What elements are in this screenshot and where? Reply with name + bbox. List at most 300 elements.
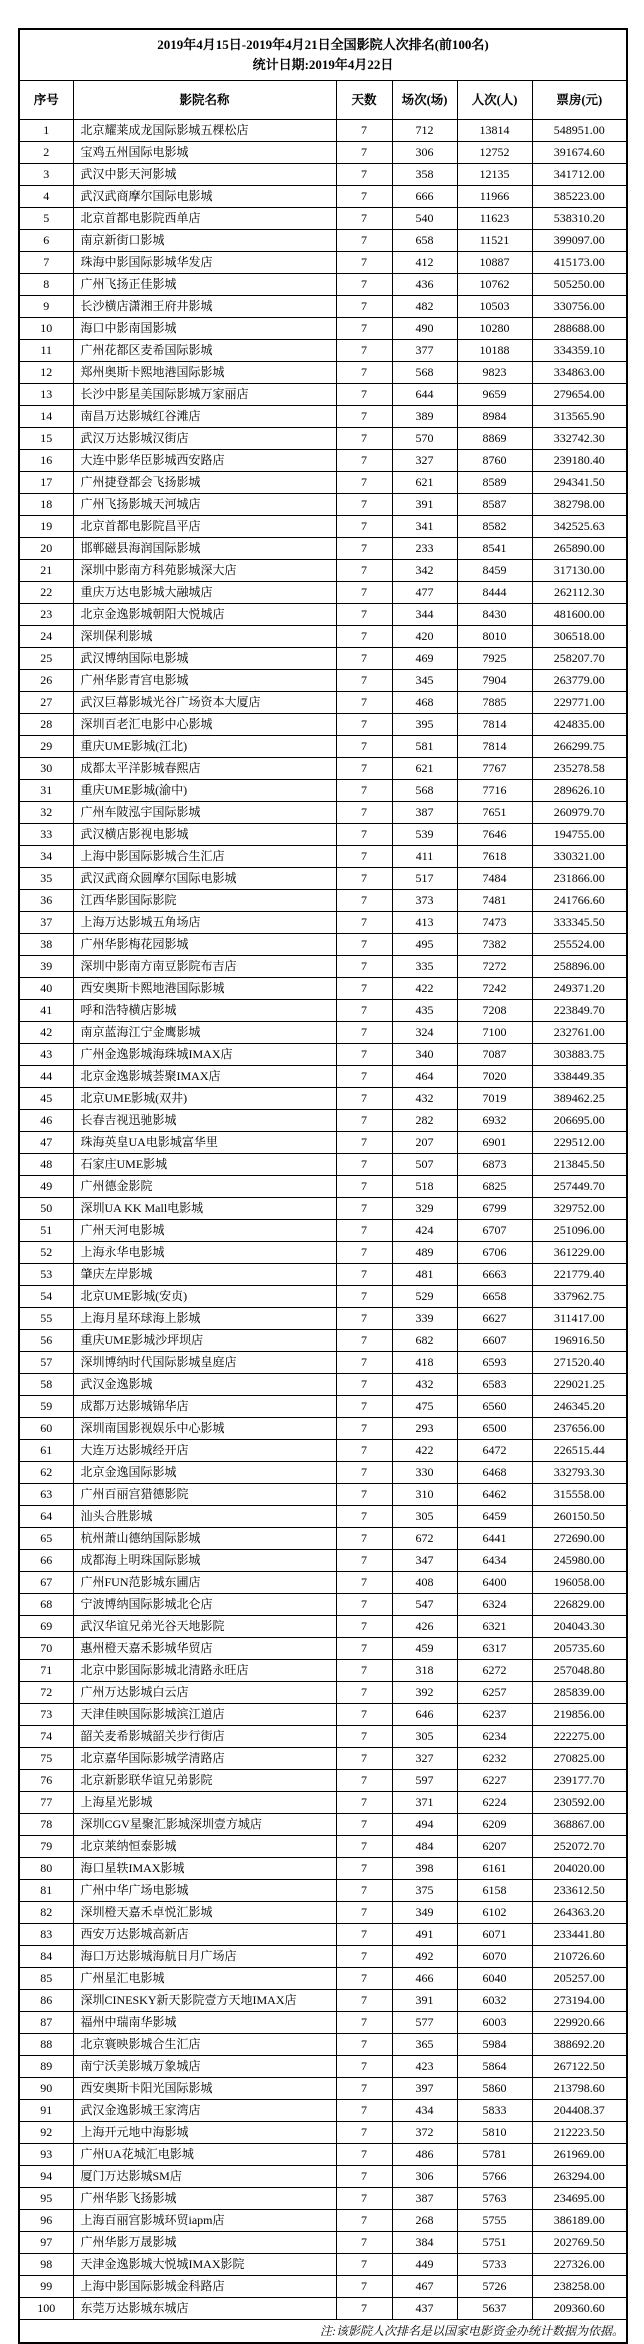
screenings-cell: 305 [392,1506,457,1528]
title-line-2: 统计日期:2019年4月22日 [252,57,394,72]
screenings-cell: 644 [392,384,457,406]
screenings-cell: 467 [392,2276,457,2298]
table-row [19,516,627,538]
days-cell: 7 [336,626,392,648]
table-row [19,890,627,912]
rank-cell: 4 [19,186,73,208]
table-row [19,1616,627,1638]
boxoffice-cell: 222275.00 [532,1726,627,1748]
rank-cell: 57 [19,1352,73,1374]
rank-cell: 68 [19,1594,73,1616]
admissions-cell: 8430 [457,604,532,626]
cinema-name-cell: 武汉华谊兄弟光谷天地影院 [73,1616,336,1638]
boxoffice-cell: 210726.60 [532,1946,627,1968]
admissions-cell: 11521 [457,230,532,252]
title-line-1: 2019年4月15日-2019年4月21日全国影院人次排名(前100名) [157,36,489,52]
days-cell: 7 [336,2012,392,2034]
admissions-cell: 6707 [457,1220,532,1242]
admissions-cell: 8760 [457,450,532,472]
screenings-cell: 495 [392,934,457,956]
screenings-cell: 529 [392,1286,457,1308]
rank-cell: 23 [19,604,73,626]
rank-cell: 28 [19,714,73,736]
days-cell: 7 [336,802,392,824]
cinema-name-cell: 武汉金逸影城 [73,1374,336,1396]
admissions-cell: 10503 [457,296,532,318]
days-cell: 7 [336,1308,392,1330]
boxoffice-cell: 263294.00 [532,2166,627,2188]
table-title [19,29,627,81]
screenings-cell: 418 [392,1352,457,1374]
table-row [19,1044,627,1066]
admissions-cell: 6102 [457,1902,532,1924]
table-row [19,1352,627,1374]
rank-cell: 42 [19,1022,73,1044]
rank-cell: 43 [19,1044,73,1066]
admissions-cell: 7484 [457,868,532,890]
rank-cell: 64 [19,1506,73,1528]
cinema-name-cell: 武汉武商摩尔国际电影城 [73,186,336,208]
boxoffice-cell: 267122.50 [532,2056,627,2078]
cinema-name-cell: 武汉巨幕影城光谷广场资本大厦店 [73,692,336,714]
rank-cell: 30 [19,758,73,780]
rank-cell: 47 [19,1132,73,1154]
boxoffice-cell: 229771.00 [532,692,627,714]
days-cell: 7 [336,516,392,538]
table-row [19,362,627,384]
days-cell: 7 [336,2232,392,2254]
days-cell: 7 [336,472,392,494]
table-row [19,1814,627,1836]
table-row [19,758,627,780]
days-cell: 7 [336,1374,392,1396]
screenings-cell: 345 [392,670,457,692]
rank-cell: 78 [19,1814,73,1836]
admissions-cell: 8587 [457,494,532,516]
cinema-name-cell: 汕头合胜影城 [73,1506,336,1528]
table-row [19,538,627,560]
cinema-name-cell: 韶关麦希影城韶关步行街店 [73,1726,336,1748]
rank-cell: 44 [19,1066,73,1088]
days-cell: 7 [336,494,392,516]
cinema-name-cell: 北京耀莱成龙国际影城五棵松店 [73,120,336,142]
table-row [19,406,627,428]
rank-cell: 90 [19,2078,73,2100]
admissions-cell: 7885 [457,692,532,714]
boxoffice-cell: 315558.00 [532,1484,627,1506]
rank-cell: 5 [19,208,73,230]
screenings-cell: 540 [392,208,457,230]
days-cell: 7 [336,1616,392,1638]
boxoffice-cell: 288688.00 [532,318,627,340]
table-row [19,1792,627,1814]
cinema-name-cell: 广州UA花城汇电影城 [73,2144,336,2166]
table-row [19,1572,627,1594]
admissions-cell: 5864 [457,2056,532,2078]
admissions-cell: 5726 [457,2276,532,2298]
cinema-name-cell: 上海月星环球海上影城 [73,1308,336,1330]
days-cell: 7 [336,1792,392,1814]
screenings-cell: 389 [392,406,457,428]
rank-cell: 58 [19,1374,73,1396]
rank-cell: 19 [19,516,73,538]
table-row [19,1198,627,1220]
boxoffice-cell: 245980.00 [532,1550,627,1572]
boxoffice-cell: 205257.00 [532,1968,627,1990]
admissions-cell: 6232 [457,1748,532,1770]
boxoffice-cell: 338449.35 [532,1066,627,1088]
admissions-cell: 6207 [457,1836,532,1858]
admissions-cell: 6234 [457,1726,532,1748]
table-row [19,384,627,406]
cinema-name-cell: 大连万达影城经开店 [73,1440,336,1462]
admissions-cell: 6799 [457,1198,532,1220]
table-row [19,1330,627,1352]
table-row [19,2276,627,2298]
cinema-name-cell: 邯郸磁县海润国际影城 [73,538,336,560]
boxoffice-cell: 194755.00 [532,824,627,846]
table-row [19,450,627,472]
rank-cell: 67 [19,1572,73,1594]
admissions-cell: 5763 [457,2188,532,2210]
cinema-name-cell: 武汉博纳国际电影城 [73,648,336,670]
admissions-cell: 5751 [457,2232,532,2254]
table-row [19,142,627,164]
table-row [19,582,627,604]
rank-cell: 63 [19,1484,73,1506]
boxoffice-cell: 237656.00 [532,1418,627,1440]
screenings-cell: 306 [392,142,457,164]
cinema-name-cell: 广州万达影城白云店 [73,1682,336,1704]
cinema-name-cell: 深圳百老汇电影中心影城 [73,714,336,736]
screenings-cell: 413 [392,912,457,934]
table-row [19,846,627,868]
rank-cell: 39 [19,956,73,978]
cinema-name-cell: 上海开元地中海影城 [73,2122,336,2144]
days-cell: 7 [336,670,392,692]
days-cell: 7 [336,362,392,384]
boxoffice-cell: 548951.00 [532,120,627,142]
rank-cell: 56 [19,1330,73,1352]
cinema-name-cell: 宁波博纳国际影城北仑店 [73,1594,336,1616]
boxoffice-cell: 265890.00 [532,538,627,560]
table-row [19,1902,627,1924]
admissions-cell: 8541 [457,538,532,560]
screenings-cell: 408 [392,1572,457,1594]
boxoffice-cell: 196916.50 [532,1330,627,1352]
screenings-cell: 339 [392,1308,457,1330]
table-row [19,1682,627,1704]
screenings-cell: 397 [392,2078,457,2100]
rank-cell: 35 [19,868,73,890]
screenings-cell: 335 [392,956,457,978]
boxoffice-cell: 205735.60 [532,1638,627,1660]
admissions-cell: 6658 [457,1286,532,1308]
admissions-cell: 6324 [457,1594,532,1616]
boxoffice-cell: 204408.37 [532,2100,627,2122]
rank-cell: 95 [19,2188,73,2210]
rank-cell: 80 [19,1858,73,1880]
rank-cell: 72 [19,1682,73,1704]
table-row [19,692,627,714]
column-header-screenings: 场次(场) [392,81,457,120]
rank-cell: 50 [19,1198,73,1220]
screenings-cell: 391 [392,494,457,516]
screenings-cell: 682 [392,1330,457,1352]
rank-cell: 77 [19,1792,73,1814]
screenings-cell: 318 [392,1660,457,1682]
days-cell: 7 [336,692,392,714]
days-cell: 7 [336,1594,392,1616]
rank-cell: 91 [19,2100,73,2122]
boxoffice-cell: 368867.00 [532,1814,627,1836]
cinema-name-cell: 深圳中影南方南豆影院布吉店 [73,956,336,978]
cinema-name-cell: 广州星汇电影城 [73,1968,336,1990]
table-row [19,824,627,846]
screenings-cell: 375 [392,1880,457,1902]
cinema-name-cell: 北京新影联华谊兄弟影院 [73,1770,336,1792]
rank-cell: 15 [19,428,73,450]
screenings-cell: 306 [392,2166,457,2188]
screenings-cell: 547 [392,1594,457,1616]
rank-cell: 86 [19,1990,73,2012]
table-row [19,1154,627,1176]
rank-cell: 45 [19,1088,73,1110]
screenings-cell: 358 [392,164,457,186]
table-row [19,978,627,1000]
cinema-name-cell: 重庆UME影城(渝中) [73,780,336,802]
boxoffice-cell: 332742.30 [532,428,627,450]
table-row [19,428,627,450]
cinema-name-cell: 南京蓝海江宁金鹰影城 [73,1022,336,1044]
admissions-cell: 8582 [457,516,532,538]
days-cell: 7 [336,318,392,340]
boxoffice-cell: 202769.50 [532,2232,627,2254]
screenings-cell: 305 [392,1726,457,1748]
days-cell: 7 [336,1836,392,1858]
screenings-cell: 672 [392,1528,457,1550]
days-cell: 7 [336,956,392,978]
days-cell: 7 [336,582,392,604]
screenings-cell: 434 [392,2100,457,2122]
admissions-cell: 13814 [457,120,532,142]
days-cell: 7 [336,142,392,164]
boxoffice-cell: 415173.00 [532,252,627,274]
admissions-cell: 6227 [457,1770,532,1792]
cinema-name-cell: 上海永华电影城 [73,1242,336,1264]
days-cell: 7 [336,1110,392,1132]
boxoffice-cell: 219856.00 [532,1704,627,1726]
table-row [19,1264,627,1286]
cinema-name-cell: 肇庆左岸影城 [73,1264,336,1286]
days-cell: 7 [336,2210,392,2232]
admissions-cell: 7814 [457,714,532,736]
days-cell: 7 [336,2034,392,2056]
rank-cell: 84 [19,1946,73,1968]
cinema-name-cell: 北京首都电影院昌平店 [73,516,336,538]
days-cell: 7 [336,978,392,1000]
days-cell: 7 [336,1550,392,1572]
rank-cell: 51 [19,1220,73,1242]
days-cell: 7 [336,2100,392,2122]
days-cell: 7 [336,2276,392,2298]
rank-cell: 7 [19,252,73,274]
cinema-name-cell: 广州花都区麦希国际影城 [73,340,336,362]
rank-cell: 36 [19,890,73,912]
days-cell: 7 [336,890,392,912]
screenings-cell: 436 [392,274,457,296]
admissions-cell: 8010 [457,626,532,648]
cinema-name-cell: 广州飞扬影城天河城店 [73,494,336,516]
cinema-name-cell: 杭州萧山德纳国际影城 [73,1528,336,1550]
boxoffice-cell: 266299.75 [532,736,627,758]
column-header-cinema-name: 影院名称 [73,81,336,120]
table-row [19,120,627,142]
boxoffice-cell: 329752.00 [532,1198,627,1220]
rank-cell: 20 [19,538,73,560]
admissions-cell: 6441 [457,1528,532,1550]
screenings-cell: 426 [392,1616,457,1638]
admissions-cell: 7087 [457,1044,532,1066]
boxoffice-cell: 204020.00 [532,1858,627,1880]
table-row [19,1176,627,1198]
table-row [19,1440,627,1462]
screenings-cell: 518 [392,1176,457,1198]
table-row [19,1506,627,1528]
boxoffice-cell: 221779.40 [532,1264,627,1286]
admissions-cell: 7100 [457,1022,532,1044]
rank-cell: 25 [19,648,73,670]
table-row [19,2034,627,2056]
admissions-cell: 6932 [457,1110,532,1132]
days-cell: 7 [336,714,392,736]
days-cell: 7 [336,934,392,956]
boxoffice-cell: 262112.30 [532,582,627,604]
admissions-cell: 7716 [457,780,532,802]
cinema-name-cell: 深圳中影南方科苑影城深大店 [73,560,336,582]
table-row [19,934,627,956]
screenings-cell: 570 [392,428,457,450]
cinema-name-cell: 武汉金逸影城王家湾店 [73,2100,336,2122]
rank-cell: 94 [19,2166,73,2188]
admissions-cell: 6209 [457,1814,532,1836]
admissions-cell: 6400 [457,1572,532,1594]
admissions-cell: 5733 [457,2254,532,2276]
cinema-name-cell: 大连中影华臣影城西安路店 [73,450,336,472]
admissions-cell: 6317 [457,1638,532,1660]
screenings-cell: 459 [392,1638,457,1660]
table-row [19,1022,627,1044]
admissions-cell: 8869 [457,428,532,450]
boxoffice-cell: 271520.40 [532,1352,627,1374]
admissions-cell: 8459 [457,560,532,582]
admissions-cell: 5637 [457,2298,532,2320]
admissions-cell: 6706 [457,1242,532,1264]
admissions-cell: 8984 [457,406,532,428]
table-row [19,2056,627,2078]
boxoffice-cell: 258207.70 [532,648,627,670]
rank-cell: 1 [19,120,73,142]
screenings-cell: 464 [392,1066,457,1088]
cinema-name-cell: 西安奥斯卡熙地港国际影城 [73,978,336,1000]
admissions-cell: 6901 [457,1132,532,1154]
days-cell: 7 [336,1286,392,1308]
screenings-cell: 398 [392,1858,457,1880]
table-row [19,340,627,362]
column-header-rank: 序号 [19,81,73,120]
table-row [19,318,627,340]
screenings-cell: 466 [392,1968,457,1990]
title-row [19,29,627,81]
screenings-cell: 329 [392,1198,457,1220]
days-cell: 7 [336,2166,392,2188]
cinema-name-cell: 广州中华广场电影城 [73,1880,336,1902]
cinema-name-cell: 上海中影国际影城金科路店 [73,2276,336,2298]
cinema-name-cell: 上海星光影城 [73,1792,336,1814]
cinema-name-cell: 广州天河电影城 [73,1220,336,1242]
screenings-cell: 490 [392,318,457,340]
admissions-cell: 6237 [457,1704,532,1726]
days-cell: 7 [336,1968,392,1990]
rank-cell: 32 [19,802,73,824]
admissions-cell: 5781 [457,2144,532,2166]
rank-cell: 93 [19,2144,73,2166]
boxoffice-cell: 330756.00 [532,296,627,318]
rank-cell: 55 [19,1308,73,1330]
admissions-cell: 6459 [457,1506,532,1528]
days-cell: 7 [336,2122,392,2144]
cinema-name-cell: 宝鸡五州国际电影城 [73,142,336,164]
table-row [19,2232,627,2254]
screenings-cell: 327 [392,1748,457,1770]
screenings-cell: 539 [392,824,457,846]
screenings-cell: 437 [392,2298,457,2320]
table-row [19,1484,627,1506]
table-row [19,2122,627,2144]
rank-cell: 88 [19,2034,73,2056]
table-row [19,1066,627,1088]
rank-cell: 37 [19,912,73,934]
screenings-cell: 342 [392,560,457,582]
boxoffice-cell: 334863.00 [532,362,627,384]
rank-cell: 31 [19,780,73,802]
boxoffice-cell: 330321.00 [532,846,627,868]
rank-cell: 18 [19,494,73,516]
rank-cell: 34 [19,846,73,868]
cinema-name-cell: 东莞万达影城东城店 [73,2298,336,2320]
column-header-admissions: 人次(人) [457,81,532,120]
boxoffice-cell: 223849.70 [532,1000,627,1022]
boxoffice-cell: 233612.50 [532,1880,627,1902]
cinema-name-cell: 广州捷登都会飞扬影城 [73,472,336,494]
table-row [19,2298,627,2320]
screenings-cell: 712 [392,120,457,142]
days-cell: 7 [336,1770,392,1792]
table-row [19,2012,627,2034]
cinema-name-cell: 成都太平洋影城春熙店 [73,758,336,780]
rank-cell: 41 [19,1000,73,1022]
days-cell: 7 [336,340,392,362]
table-row [19,2078,627,2100]
days-cell: 7 [336,1506,392,1528]
table-row [19,2166,627,2188]
boxoffice-cell: 382798.00 [532,494,627,516]
screenings-cell: 384 [392,2232,457,2254]
table-row [19,912,627,934]
rank-cell: 38 [19,934,73,956]
days-cell: 7 [336,1924,392,1946]
admissions-cell: 11966 [457,186,532,208]
